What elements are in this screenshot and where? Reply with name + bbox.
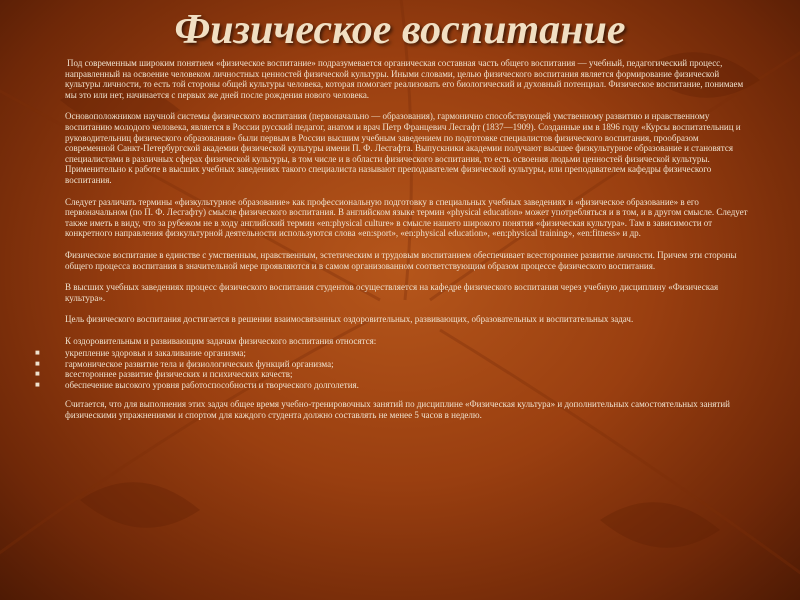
closing-paragraph: Считается, что для выполнения этих задач общее время учебно-тренировочных занятий по дисциплине «Физическая культура» и дополнительных самостоятельных занятий физическими упражнениями и спортом для каждого студента должно составлять не менее 5 часов в неделю. (65, 399, 730, 420)
bullet-icon: ■ (35, 358, 40, 368)
list-item: ■ укрепление здоровья и закаливание организма; (35, 348, 246, 359)
slide-body (35, 58, 750, 431)
paragraph: Под современным широким понятием «физическое воспитание» подразумевается органическая составная часть общего воспитания — учебный, педагогический процесс, направленный на освоение человеком личностных ценностей физической культуры. Иными словами, целью физического воспитания является формирование физической культуры личности, то есть той стороны общей культуры человека, которая помогает реализовать его биологический и духовный потенциал. Физическое воспитание, понимаем мы это или нет, начинается с первых же дней после рождения нового человека. (65, 58, 744, 100)
list-item: ■ гармоническое развитие тела и физиологических функций организма; (35, 358, 334, 369)
paragraph: В высших учебных заведениях процесс физического воспитания студентов осуществляется на кафедре физического воспитания через учебную дисциплину «Физическая культура». (65, 282, 719, 303)
paragraph: Цель физического воспитания достигается в решении взаимосвязанных оздоровительных, развивающих, образовательных и воспитательных задач. (65, 314, 634, 325)
list-item: ■ всестороннее развитие физических и психических качеств; (35, 369, 293, 380)
bullet-icon: ■ (35, 369, 40, 379)
list-item: ■ обеспечение высокого уровня работоспособности и творческого долголетия. (35, 379, 359, 390)
bullet-icon: ■ (35, 379, 40, 389)
paragraph: Основоположником научной системы физического воспитания (первоначально — образования), гармонично способствующей умственному развитию и нравственному воспитанию молодого человека, является в России русский педагог, анатом и врач Петр Францевич Лесгафт (1837—1909). Созданные им в 1896 году «Курсы воспитательниц и руководительниц физического образования» были первым в России высшим учебным заведением по подготовке специалистов физического воспитания, прообразом современной Санкт-Петербургской академии физической культуры имени П. Ф. Лесгафта. Выпускники академии получают высшее физкультурное образование и становятся специалистами в различных сферах физической культуры, в том числе и в области физического воспитания, то есть освоения людьми ценностей физической культуры. Применительно к работе в высших учебных заведениях такого специалиста называют преподавателем физической культуры, или преподавателем кафедры физического воспитания. (65, 111, 741, 185)
slide-title: Физическое воспитание (174, 7, 626, 53)
paragraph: Физическое воспитание в единстве с умственным, нравственным, эстетическим и трудовым воспитанием обеспечивает всестороннее развитие личности. Причем эти стороны общего процесса воспитания в значительной мере проявляются и в самом организованном соответствующим образом процессе физического воспитания. (65, 249, 737, 271)
paragraph: Следует различать термины «физкультурное образование» как профессиональную подготовку в специальных учебных заведениях и «физическое образование» в его первоначальном (по П. Ф. Лесгафту) смысле физического воспитания. В английском языке термин «physical education» может употребляться и в том, и в другом смысле. Следует также иметь в виду, что за рубежом не в ходу английский термин «en:physical culture» в смысле нашего широкого понятия «физическая культура». Там в зависимости от конкретного направления физкультурной деятельности используются слова «en:sport», «en:physical education», «en:physical training», «en:fitness» и др. (65, 196, 748, 239)
list-intro: К оздоровительным и развивающим задачам физического воспитания относятся: (65, 335, 377, 346)
task-list (35, 348, 750, 390)
bullet-icon: ■ (35, 348, 40, 358)
